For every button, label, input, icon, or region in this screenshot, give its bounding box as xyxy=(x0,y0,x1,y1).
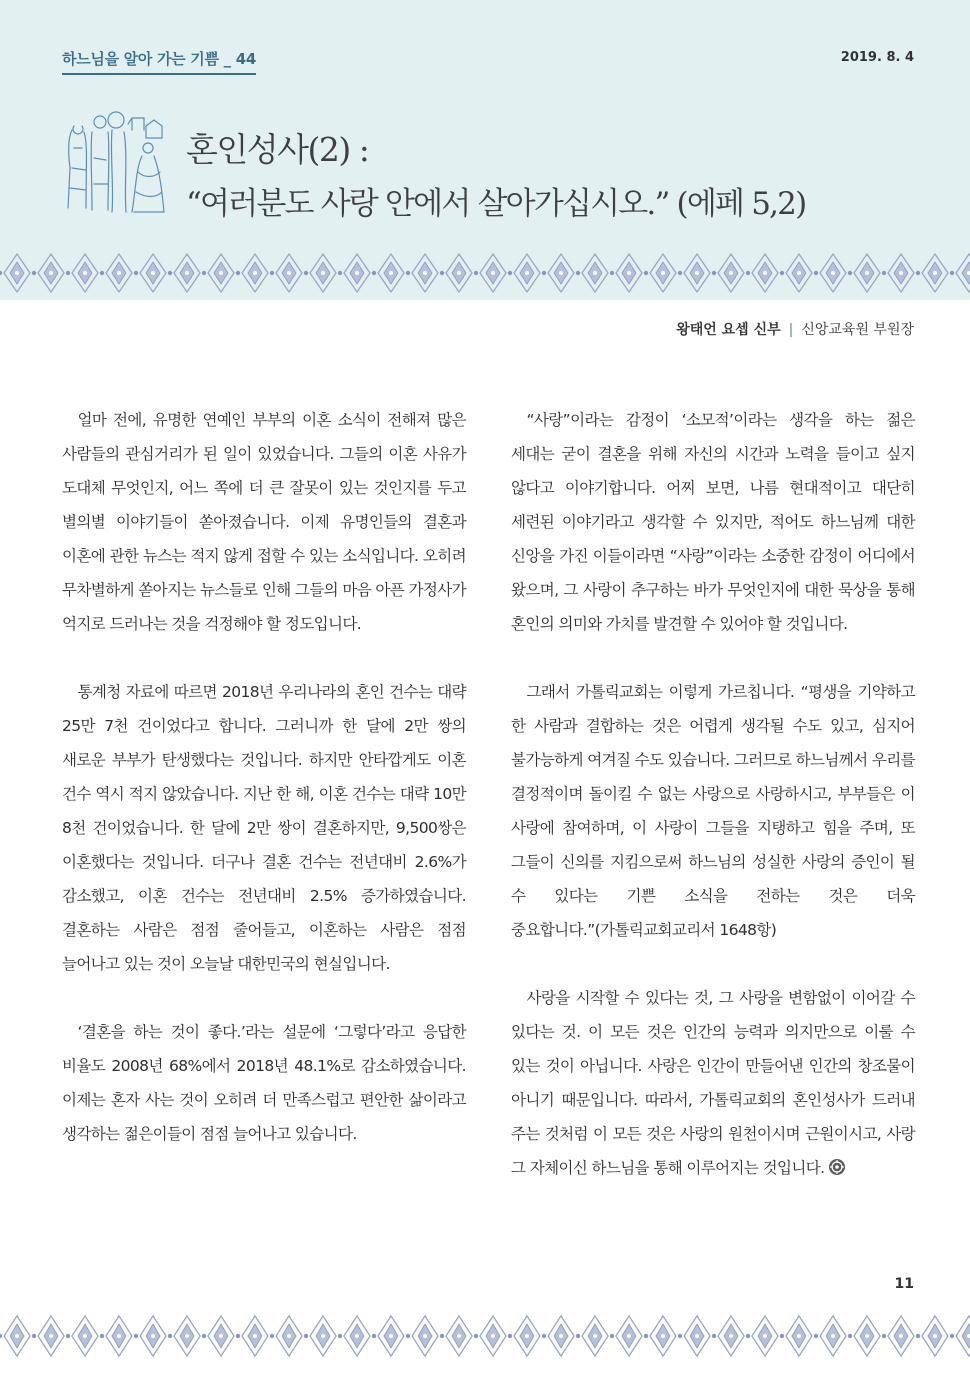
byline xyxy=(676,319,914,339)
byline-separator: | xyxy=(788,322,794,338)
paragraph: 통계청 자료에 따르면 2018년 우리나라의 혼인 건수는 대략 25만 7천 건이었다고 합니다. 그러니까 한 달에 2만 쌍의 새로운 부부가 탄생했다는 것입니다. 하지만 안타깝게도 이혼 건수 역시 적지 않았습니다. 지난 한 해, 이혼 건수는 대략 10만 8천 건이었습니다. 한 달에 2만 쌍이 결혼하지만, 9,500쌍은 이혼했다는 것입니다. 더구나 결혼 건수는 전년대비 2.6%가 감소했고, 이혼 건수는 전년대비 2.5% 증가하였습니다. 결혼하는 사람은 점점 줄어들고, 이혼하는 사람은 점점 늘어나고 있는 것이 오늘날 대한민국의 현실입니다. xyxy=(62,683,466,973)
saints-illustration xyxy=(62,108,168,218)
article-title: 혼인성사(2) : xyxy=(186,130,369,169)
paragraph: ‘결혼을 하는 것이 좋다.’라는 설문에 ‘그렇다’라고 응답한 비율도 2008년 68%에서 2018년 48.1%로 감소하였습니다. 이제는 혼자 사는 것이 오히려 더 만족스럽고 편안한 삶이라고 생각하는 젊은이들이 점점 늘어나고 있습니다. xyxy=(62,1023,466,1143)
issue-date: 2019. 8. 4 xyxy=(840,50,914,65)
paragraph: “사랑”이라는 감정이 ‘소모적’이라는 생각을 하는 젊은 세대는 굳이 결혼을 위해 자신의 시간과 노력을 들이고 싶지 않다고 이야기합니다. 어찌 보면, 나름 현대적이고 대단히 세련된 이야기라고 생각할 수 있지만, 적어도 하느님께 대한 신앙을 가진 이들이라면 “사랑”이라는 소중한 감정이 어디에서 왔으며, 그 사랑이 추구하는 바가 무엇인지에 대한 묵상을 통해 혼인의 의미와 가치를 발견할 수 있어야 할 것입니다. xyxy=(511,411,915,633)
page-number: 11 xyxy=(894,1276,914,1292)
author-role: 신앙교육원 부원장 xyxy=(801,322,914,338)
paragraph-text: 사랑을 시작할 수 있다는 것, 그 사랑을 변함없이 이어갈 수 있다는 것. 이 모든 것은 인간의 능력과 의지만으로 이룰 수 있는 것이 아닙니다. 사랑은 인간이 만들어낸 인간의 창조물이 아니기 때문입니다. 따라서, 가톨릭교회의 혼인성사가 드러내 주는 것처럼 이 모든 것은 사랑의 원천이시며 근원이시고, 사랑 그 자체이신 하느님을 통해 이루어지는 것입니다. xyxy=(511,989,915,1177)
ornamental-border-top xyxy=(0,250,970,296)
paragraph: 그래서 가톨릭교회는 이렇게 가르칩니다. “평생을 기약하고 한 사람과 결합하는 것은 어렵게 생각될 수도 있고, 심지어 불가능하게 여겨질 수도 있습니다. 그러므로 하느님께서 우리를 결정적이며 돌이킬 수 없는 사랑으로 사랑하시고, 부부들은 이 사랑에 참여하며, 이 사랑이 그들을 지탱하고 힘을 주며, 또 그들이 신의를 지킴으로써 하느님의 성실한 사랑의 증인이 될 수 있다는 기쁜 소식을 전하는 것은 더욱 중요합니다.”(가톨릭교회교리서 1648항) xyxy=(511,683,915,939)
right-column xyxy=(511,403,915,1219)
author-name: 왕태언 요셉 신부 xyxy=(676,322,781,338)
end-mark-icon xyxy=(828,1158,846,1176)
paragraph: 얼마 전에, 유명한 연예인 부부의 이혼 소식이 전해져 많은 사람들의 관심거리가 된 일이 있었습니다. 그들의 이혼 사유가 도대체 무엇인지, 어느 쪽에 더 큰 잘못이 있는 것인지를 두고 별의별 이야기들이 쏟아졌습니다. 이제 유명인들의 결혼과 이혼에 관한 뉴스는 적지 않게 접할 수 있는 소식입니다. 오히려 무차별하게 쏟아지는 뉴스들로 인해 그들의 마음 아픈 가정사가 억지로 드러나는 것을 걱정해야 할 정도입니다. xyxy=(62,411,466,633)
series-label: 하느님을 알아 가는 기쁨 _ 44 xyxy=(62,48,256,75)
article-subtitle: “여러분도 사랑 안에서 살아가십시오.” (에페 5,2) xyxy=(186,186,806,222)
paragraph-last xyxy=(511,981,915,1185)
left-column xyxy=(62,403,466,1185)
ornamental-border-bottom xyxy=(0,1310,970,1362)
